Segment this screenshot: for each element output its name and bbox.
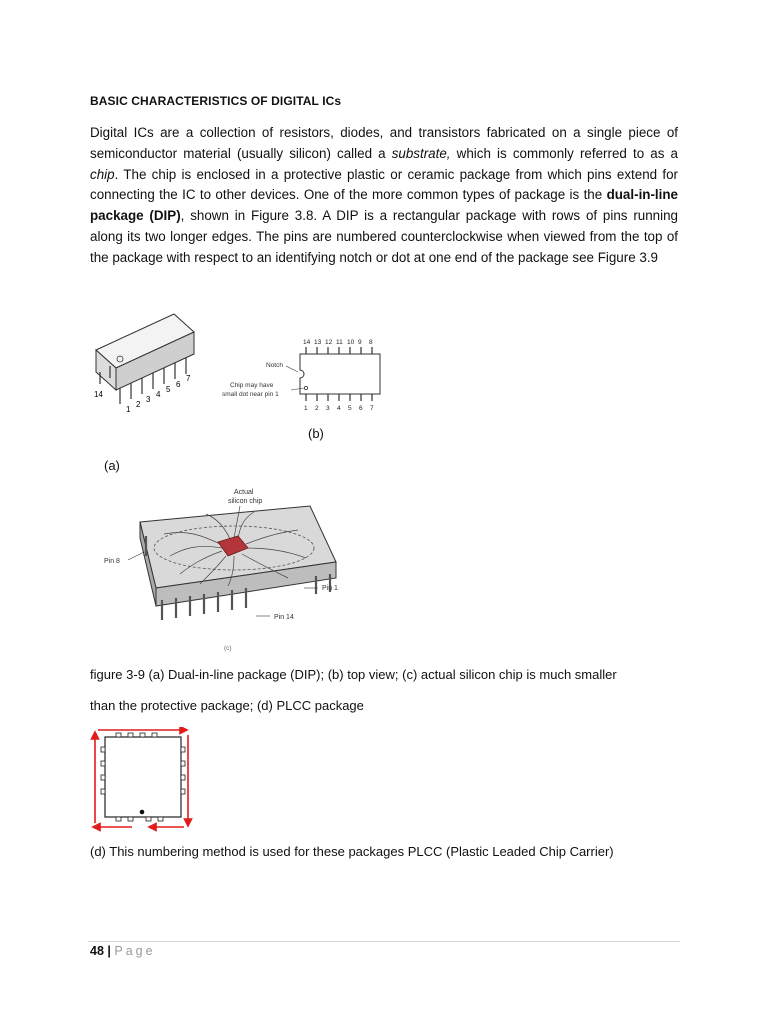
- fig-a-pin-14: 14: [94, 390, 103, 399]
- svg-text:1: 1: [304, 405, 308, 412]
- page-word: Page: [114, 944, 156, 958]
- body-paragraph: Digital ICs are a collection of resistors, diodes, and transistors fabricated on a single piece of semiconductor material (usually silicon) called a substrate, which is commonly referred to as a chip. The chip is enclosed in a protective plastic or ceramic package from which pins extend for connecting the IC to other devices. One of the more common types of package is the dual-in-line package (DIP), shown in Figure 3.8. A DIP is a rectangular package with rows of pins running along its two longer edges. The pins are numbered counterclockwise when viewed from the top of the package with respect to an identifying notch or dot at one end of the package see Figure 3.9: [90, 125, 679, 265]
- figure-a-dip-3d: [90, 306, 210, 416]
- svg-text:7: 7: [370, 405, 374, 412]
- fig-b-label: (b): [308, 426, 324, 441]
- svg-text:11: 11: [336, 339, 343, 346]
- svg-text:2: 2: [136, 400, 141, 409]
- page-footer: 48 | Page: [90, 944, 156, 958]
- fig-c-pin8-label: Pin 8: [104, 558, 120, 565]
- svg-text:12: 12: [325, 339, 333, 346]
- fig-c-pin14-label: Pin 14: [274, 614, 294, 621]
- svg-text:2: 2: [315, 405, 319, 412]
- figure-caption-line1: figure 3-9 (a) Dual-in-line package (DIP); (b) top view; (c) actual silicon chip is much smaller: [90, 667, 617, 682]
- svg-text:6: 6: [176, 380, 181, 389]
- svg-text:Actual: Actual: [234, 489, 254, 496]
- svg-text:4: 4: [156, 390, 161, 399]
- svg-text:4: 4: [337, 405, 341, 412]
- fig-c-label: (c): [224, 645, 232, 652]
- footer-divider: [88, 941, 680, 942]
- figure-caption-line2: than the protective package; (d) PLCC package: [90, 698, 364, 713]
- figure-b-dip-top-view: [218, 334, 390, 416]
- svg-text:6: 6: [359, 405, 363, 412]
- svg-text:3: 3: [146, 395, 151, 404]
- page-number: 48: [90, 944, 104, 958]
- svg-text:silicon chip: silicon chip: [228, 498, 263, 505]
- svg-text:8: 8: [369, 339, 373, 346]
- svg-text:small dot near pin 1: small dot near pin 1: [222, 391, 279, 398]
- svg-text:3: 3: [326, 405, 330, 412]
- svg-text:14: 14: [303, 339, 311, 346]
- fig-a-label: (a): [104, 458, 120, 473]
- fig-b-notch-label: Notch: [266, 362, 283, 369]
- term-substrate: substrate,: [391, 145, 451, 161]
- svg-text:1: 1: [126, 405, 131, 414]
- svg-text:13: 13: [314, 339, 322, 346]
- svg-text:7: 7: [186, 374, 191, 383]
- svg-text:5: 5: [166, 385, 171, 394]
- svg-text:9: 9: [358, 339, 362, 346]
- figure-d-caption: (d) This numbering method is used for these packages PLCC (Plastic Leaded Chip Carrier): [90, 844, 614, 859]
- svg-text:Chip may have: Chip may have: [230, 382, 274, 389]
- term-chip: chip: [90, 166, 115, 182]
- term-dip: dual-in-line package (DIP): [90, 187, 678, 224]
- pin1-dot: [140, 810, 145, 815]
- svg-text:5: 5: [348, 405, 352, 412]
- fig-c-pin1-label: Pin 1: [322, 585, 338, 592]
- figure-d-plcc: [90, 727, 194, 833]
- figure-c-dip-cutaway: [100, 482, 360, 658]
- svg-text:10: 10: [347, 339, 355, 346]
- section-heading: BASIC CHARACTERISTICS OF DIGITAL ICs: [90, 94, 342, 108]
